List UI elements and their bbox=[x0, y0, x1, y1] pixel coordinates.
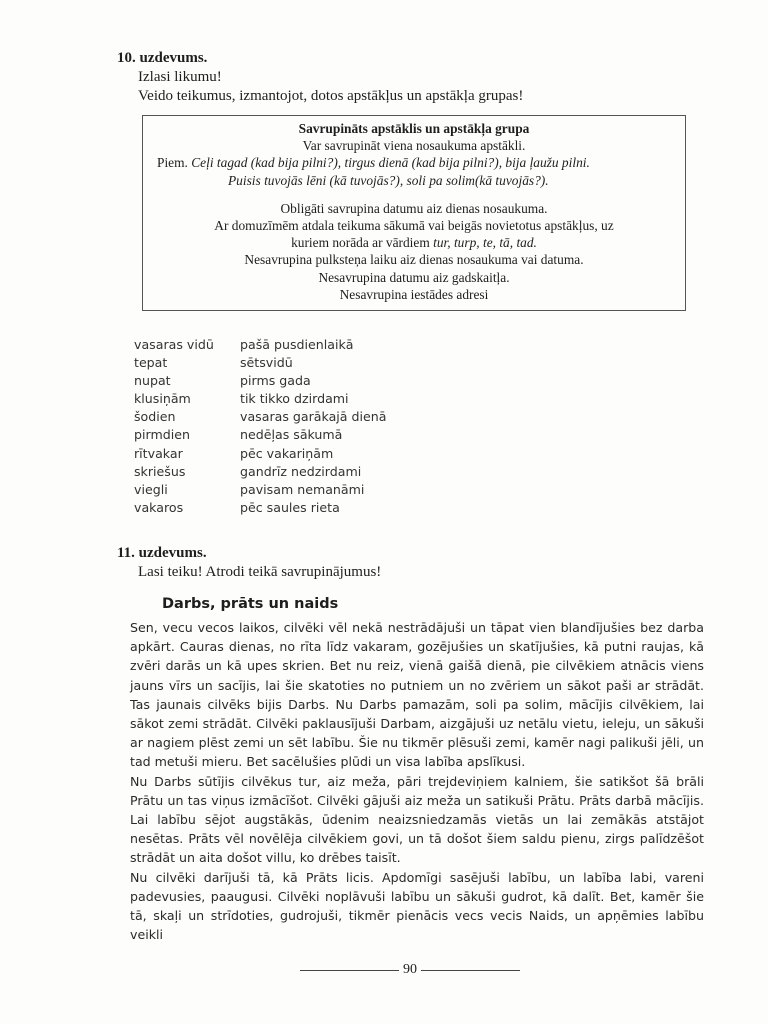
word-list-item-left: rītvakar bbox=[134, 445, 183, 461]
task-10-header bbox=[117, 49, 523, 106]
task-10-instruction-1: Izlasi likumu! bbox=[138, 69, 222, 85]
rule-line-3: Ar domuzīmēm atdala teikuma sākumā vai beigās novietotus apstākļus, uz bbox=[214, 218, 614, 234]
rule-line-2: Obligāti savrupina datumu aiz dienas nosaukuma. bbox=[280, 200, 548, 216]
word-list-row bbox=[134, 354, 386, 372]
rule-line-5: Nesavrupina pulksteņa laiku aiz dienas nosaukuma vai datuma. bbox=[244, 252, 584, 268]
page-number: 90 bbox=[403, 962, 417, 977]
rule-line-4-prefix: kuriem norāda ar vārdiem bbox=[291, 235, 430, 251]
word-list-item-right: pēc vakariņām bbox=[240, 445, 334, 461]
word-list-item-right: gandrīz nedzirdami bbox=[240, 463, 362, 479]
word-list bbox=[134, 336, 386, 517]
word-list-row bbox=[134, 445, 386, 463]
word-list-row bbox=[134, 463, 386, 481]
word-list-item-left: nupat bbox=[134, 373, 171, 389]
rule-box bbox=[142, 115, 686, 311]
page-number-footer bbox=[300, 960, 520, 980]
word-list-item-left: tepat bbox=[134, 355, 168, 371]
task-11-number: 11. uzdevums. bbox=[117, 545, 207, 561]
rule-line-4-words: tur, turp, te, tā, tad. bbox=[433, 235, 537, 251]
word-list-item-left: pirmdien bbox=[134, 427, 190, 443]
rule-line-7: Nesavrupina iestādes adresi bbox=[339, 286, 489, 302]
word-list-item-left: skriešus bbox=[134, 463, 186, 479]
word-list-item-right: pašā pusdienlaikā bbox=[240, 337, 354, 352]
word-list-item-left: vakaros bbox=[134, 499, 184, 515]
word-list-item-right: tik tikko dzirdami bbox=[240, 391, 349, 407]
word-list-row bbox=[134, 481, 386, 499]
word-list-row bbox=[134, 372, 386, 390]
word-list-item-right: pirms gada bbox=[240, 373, 311, 389]
task-11-header bbox=[117, 544, 381, 582]
word-list-row bbox=[134, 336, 386, 354]
word-list-item-right: pavisam nemanāmi bbox=[240, 481, 365, 497]
word-list-item-right: vasaras garākajā dienā bbox=[240, 409, 387, 425]
word-list-row bbox=[134, 408, 386, 426]
story-paragraph-1: Sen, vecu vecos laikos, cilvēki vēl nekā nestrādājuši un tāpat vien blandījušies bez darba apkārt. Cauras dienas, no rīta līdz vakaram, gozējušies un skatījušies, kā putni raujas, kā zvēri darās un kā upes skrien. Bet nu reiz, vienā gaišā dienā, pie cilvēkiem atnācis viens jauns vīrs un sacījis, lai šie skatoties no putniem un no zvēriem un sākot paši ar strādāt. Tas jaunais cilvēks bijis Darbs. Nu Darbs pamazām, soli pa solim, mācījis cilvēkiem, lai sākot zemi strādāt. Cilvēki paklausījuši Darbam, aizgājuši uz netālu vietu, ieleju, un sākuši ar nagiem plēst zemi un sēt labību. Šie nu tikmēr plēsuši zemi, kamēr nagi palikuši jēli, un tad metuši mieru. Bet sacēlušies plūdi un visa labība apslīkusi. bbox=[130, 620, 704, 770]
word-list-row bbox=[134, 390, 386, 408]
word-list-item-left: šodien bbox=[134, 409, 176, 425]
word-list-item-right: pēc saules rieta bbox=[240, 499, 340, 515]
word-list-item-right: sētsvidū bbox=[240, 355, 293, 371]
task-11-instruction: Lasi teiku! Atrodi teikā savrupinājumus! bbox=[138, 564, 382, 580]
story-paragraph-2: Nu Darbs sūtījis cilvēkus tur, aiz meža, pāri trejdeviņiem kalniem, šie satikšot šā brāli Prātu un tas viņus izmācīšot. Cilvēki gājuši aiz meža un satikuši Prātu. Prāts darbā mācījis. Lai labību sējot augstākās, ūdenim neaizsniedzamās vietās un lai zemākās atstājot nesētas. Prāts vēl novēlēja cilvēkiem govi, un tā došot šiem saldu pienu, zirgs palīdzēšot strādāt un aita došot villu, ko drēbes taisīt. bbox=[130, 773, 704, 866]
story-title: Darbs, prāts un naids bbox=[162, 596, 339, 612]
rule-line-4 bbox=[143, 234, 685, 251]
rule-example-2: Puisis tuvojās lēni (kā tuvojās?), soli pa solim(kā tuvojās?). bbox=[228, 172, 549, 188]
story-paragraph-3: Nu cilvēki darījuši tā, kā Prāts licis. Apdomīgi sasējuši labību, un labība labi, vareni padevusies, paaugusi. Cilvēki noplāvuši labību un sākuši gudrot, kā dalīt. Bet, kamēr šie tā, skaļi un strīdoties, gudrojuši, tikmēr pienācis vecs vecis Naids, un apņēmies labību veikli bbox=[130, 869, 704, 943]
story-text bbox=[130, 618, 704, 944]
rule-example-prefix: Piem. bbox=[157, 155, 188, 171]
footer-rule-left bbox=[300, 970, 399, 971]
rule-title: Savrupināts apstāklis un apstākļa grupa bbox=[298, 121, 530, 136]
rule-example bbox=[143, 154, 685, 188]
word-list-item-left: klusiņām bbox=[134, 391, 191, 407]
word-list-item-right: nedēļas sākumā bbox=[240, 427, 343, 443]
footer-rule-right bbox=[421, 970, 520, 971]
word-list-item-left: vasaras vidū bbox=[134, 337, 214, 352]
word-list-item-left: viegli bbox=[134, 481, 168, 497]
rule-line-6: Nesavrupina datumu aiz gadskaitļa. bbox=[318, 269, 510, 285]
task-10-number: 10. uzdevums. bbox=[117, 50, 208, 66]
word-list-row bbox=[134, 426, 386, 444]
task-10-instruction-2: Veido teikumus, izmantojot, dotos apstākļus un apstākļa grupas! bbox=[138, 88, 524, 104]
rule-example-1: Ceļi tagad (kad bija pilni?), tirgus dienā (kad bija pilni?), bija ļaužu pilni. bbox=[191, 155, 590, 171]
rule-line-1: Var savrupināt viena nosaukuma apstākli. bbox=[302, 138, 526, 154]
word-list-row bbox=[134, 499, 386, 517]
